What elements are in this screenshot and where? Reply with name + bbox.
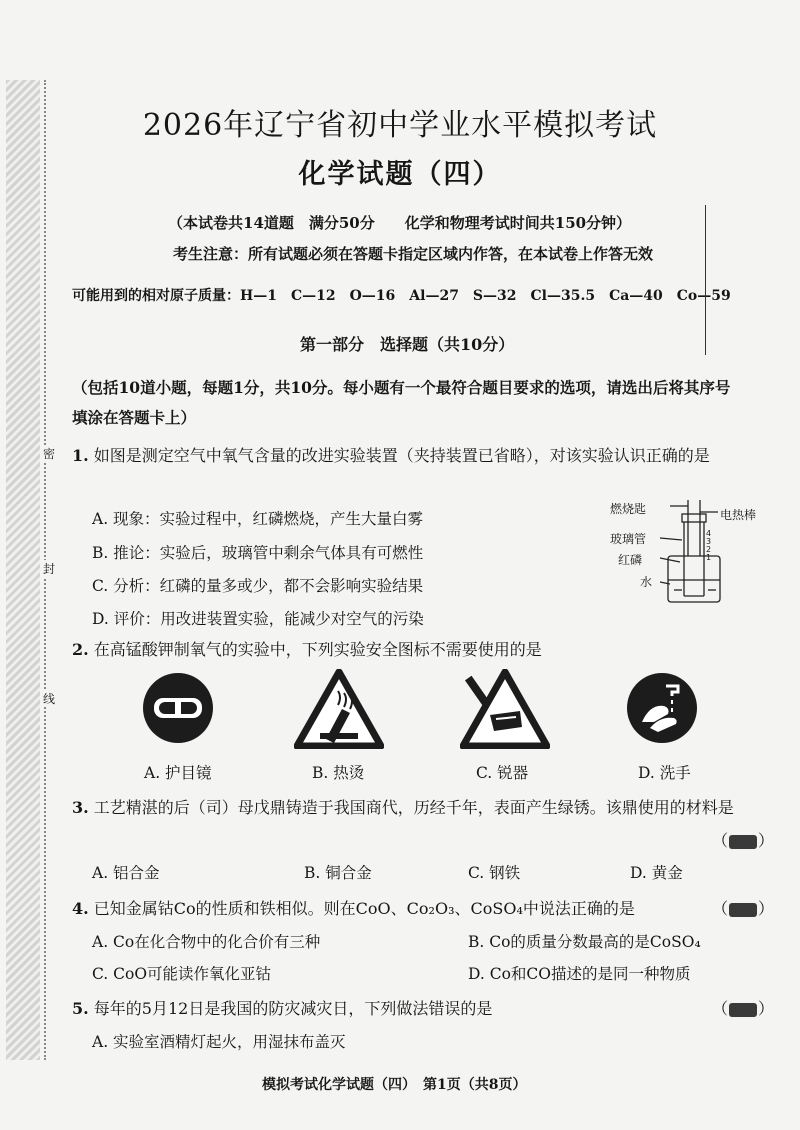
exam-title: 2026年辽宁省初中学业水平模拟考试 [142,108,658,143]
binding-hatch [6,80,40,1060]
q4-option-c: C. CoO可能读作氧化亚钴 [92,965,272,983]
paren-close: ） [758,999,775,1018]
paren-open: （ [712,831,729,850]
goggles-icon [142,672,214,744]
q4-answer-paren [712,896,774,919]
q4-option-d: D. Co和CO描述的是同一种物质 [468,965,691,983]
q3-option-d: D. 黄金 [630,864,683,882]
label-red-phosphorus: 红磷 [618,553,643,567]
question-3-stem [72,795,734,818]
question-4-stem [72,896,635,919]
svg-text:1: 1 [706,553,712,562]
answer-box [729,903,757,917]
q1-option-c: C. 分析：红磷的量多或少，都不会影响实验结果 [92,577,424,595]
q2-icon-b [294,669,384,753]
q3-option-c: C. 钢铁 [468,864,521,882]
q2-icon-c [460,669,550,753]
part1-title: 第一部分 选择题（共10分） [300,335,515,354]
question-5-stem [72,996,492,1019]
page-footer: 模拟考试化学试题（四） 第1页（共8页） [262,1077,527,1093]
answer-box [729,1003,757,1017]
svg-text:4: 4 [706,529,712,538]
q1-option-a: A. 现象：实验过程中，红磷燃烧，产生大量白雾 [92,510,424,528]
q5-option-a: A. 实验室酒精灯起火，用湿抹布盖灭 [92,1033,346,1051]
q2-label-a: A. 护目镜 [144,764,212,782]
q1-option-b: B. 推论：实验后，玻璃管中剩余气体具有可燃性 [92,544,424,562]
label-burning-spoon: 燃烧匙 [610,502,647,516]
question-text: 已知金属钴Co的性质和铁相似。则在CoO、Co₂O₃、CoSO₄中说法正确的是 [93,899,635,918]
q2-label-c: C. 锐器 [476,764,529,782]
binding-mark-xian: 线 [42,692,55,706]
q3-option-a: A. 铝合金 [92,864,160,882]
hot-surface-icon [294,669,384,749]
svg-text:3: 3 [706,537,712,546]
paren-open: （ [712,999,729,1018]
question-text: 如图是测定空气中氧气含量的改进实验装置（夹持装置已省略），对该实验认识正确的是 [93,446,710,465]
binding-strip [0,80,60,1060]
question-text: 每年的5月12日是我国的防灾减灾日，下列做法错误的是 [93,999,493,1018]
question-1-stem [72,443,710,466]
paren-close: ） [758,899,775,918]
q1-apparatus-figure [610,496,790,608]
part1-instruction-line1: （包括10道小题，每题1分，共10分。每小题有一个最符合题目要求的选项，请选出后将其序号 [72,378,731,397]
question-number: 2. [72,640,89,659]
q2-label-d: D. 洗手 [638,764,691,782]
exam-info: （本试卷共14道题 满分50分 化学和物理考试时间共150分钟） [168,214,632,232]
exam-subtitle: 化学试题（四） [298,159,502,190]
margin-rule [705,205,706,355]
q3-option-b: B. 铜合金 [304,864,372,882]
wash-hands-icon [626,672,698,744]
label-glass-tube: 玻璃管 [610,532,647,546]
label-heating-rod: 电热棒 [720,508,757,522]
question-number: 5. [72,999,89,1018]
atomic-masses: 可能用到的相对原子质量：H—1 C—12 O—16 Al—27 S—32 Cl—35.5 Ca—40 Co—59 [72,288,731,304]
question-number: 1. [72,446,89,465]
question-text: 在高锰酸钾制氧气的实验中，下列实验安全图标不需要使用的是 [93,640,542,659]
binding-mark-mi: 密 [42,447,55,461]
question-number: 3. [72,798,89,817]
q2-icon-a [142,672,214,748]
answer-box [729,835,757,849]
apparatus-drawing [660,496,780,608]
q3-answer-paren [712,828,774,851]
label-water: 水 [640,575,653,589]
question-2-stem [72,637,542,660]
q2-label-b: B. 热烫 [312,764,365,782]
q1-option-d: D. 评价：用改进装置实验，能减少对空气的污染 [92,610,424,628]
question-text: 工艺精湛的后（司）母戊鼎铸造于我国商代，历经千年，表面产生绿锈。该鼎使用的材料是 [93,798,734,817]
sharp-object-icon [460,669,550,749]
binding-mark-feng: 封 [42,562,55,576]
paren-close: ） [758,831,775,850]
q2-icon-d [626,672,698,748]
question-number: 4. [72,899,89,918]
part1-instruction-line2: 填涂在答题卡上） [72,408,197,427]
q4-option-b: B. Co的质量分数最高的是CoSO₄ [468,933,701,951]
q5-answer-paren [712,996,774,1019]
q4-option-a: A. Co在化合物中的化合价有三种 [92,933,321,951]
paren-open: （ [712,899,729,918]
svg-text:2: 2 [706,545,712,554]
exam-notice: 考生注意：所有试题必须在答题卡指定区域内作答，在本试卷上作答无效 [173,245,654,263]
